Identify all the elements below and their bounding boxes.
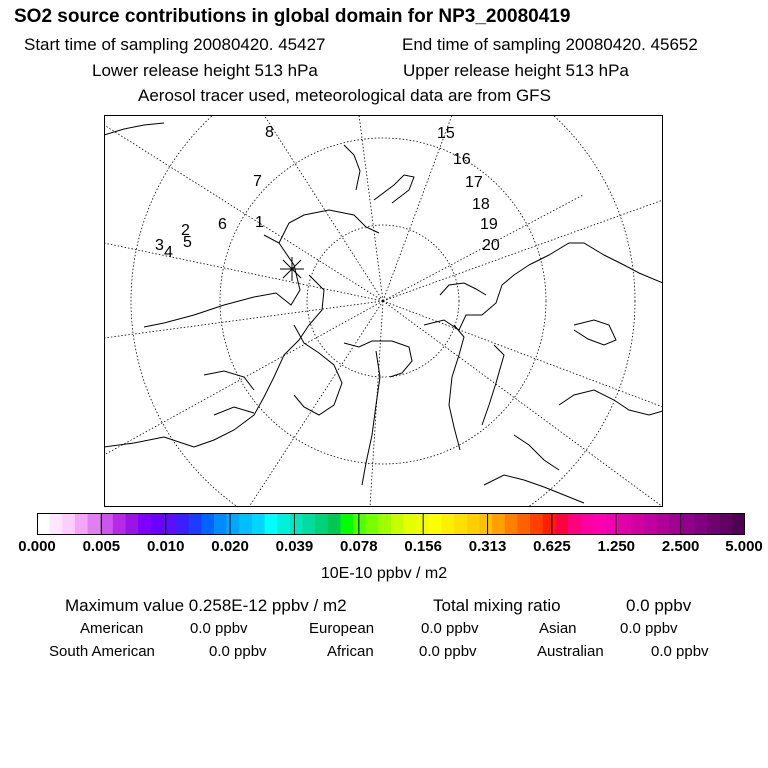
track-label: 2: [181, 222, 190, 239]
region-value: 0.0 ppbv: [419, 643, 477, 660]
colorbar-swatch: [50, 513, 63, 535]
colorbar-swatch: [88, 513, 101, 535]
track-label: 3: [155, 237, 164, 254]
colorbar-tick-label: 1.250: [597, 538, 636, 555]
end-time-label: End time of sampling 20080420. 45652: [402, 35, 698, 54]
colorbar-swatch: [593, 513, 606, 535]
colorbar-tick-label: 0.039: [275, 538, 314, 555]
colorbar-swatch: [467, 513, 480, 535]
region-name: Asian: [539, 620, 577, 637]
colorbar-swatch: [100, 513, 113, 535]
colorbar-swatch: [429, 513, 442, 535]
colorbar-swatch: [265, 513, 278, 535]
colorbar-swatch: [391, 513, 404, 535]
colorbar-swatch: [252, 513, 265, 535]
total-mixing-value: 0.0 ppbv: [626, 596, 692, 615]
coastlines: [104, 123, 663, 503]
asterisk-icon: [280, 257, 304, 281]
colorbar-swatch: [201, 513, 214, 535]
colorbar-tick-label: 0.313: [468, 538, 507, 555]
track-label: 7: [253, 173, 262, 190]
page-title: SO2 source contributions in global domain for NP3_20080419: [14, 6, 571, 27]
graticule: [104, 115, 663, 507]
colorbar-tick-label: 0.625: [533, 538, 571, 555]
start-time-label: Start time of sampling 20080420. 45427: [24, 35, 326, 54]
colorbar-swatch: [328, 513, 341, 535]
colorbar-tick-label: 0.020: [211, 538, 249, 555]
colorbar-swatch: [340, 513, 353, 535]
colorbar-swatch: [543, 513, 556, 535]
region-name: Australian: [537, 643, 604, 660]
colorbar-swatch: [138, 513, 151, 535]
track-label: 8: [265, 124, 274, 141]
colorbar-swatch: [62, 513, 75, 535]
colorbar-tick-label: 0.010: [146, 538, 185, 555]
max-value-label: Maximum value 0.258E-12 ppbv / m2: [65, 596, 347, 615]
colorbar-swatch: [454, 513, 467, 535]
colorbar-svg: [37, 513, 745, 535]
colorbar-swatch: [126, 513, 139, 535]
track-label: 17: [465, 174, 483, 191]
total-mixing-label: Total mixing ratio: [433, 596, 561, 615]
track-label: 18: [472, 196, 490, 213]
lower-height-label: Lower release height 513 hPa: [92, 61, 318, 80]
colorbar-swatch: [378, 513, 391, 535]
colorbar-swatch: [657, 513, 670, 535]
colorbar-swatch: [606, 513, 619, 535]
track-label: 16: [453, 151, 471, 168]
colorbar-swatch: [290, 513, 303, 535]
colorbar-swatch: [619, 513, 632, 535]
track-label: 6: [218, 216, 227, 233]
region-name: South American: [49, 643, 155, 660]
colorbar-swatch: [277, 513, 290, 535]
region-value: 0.0 ppbv: [651, 643, 709, 660]
colorbar-swatch: [404, 513, 417, 535]
colorbar-swatch: [492, 513, 505, 535]
colorbar-swatch: [707, 513, 720, 535]
colorbar: [37, 513, 745, 535]
colorbar-swatch: [353, 513, 366, 535]
colorbar-swatch: [568, 513, 581, 535]
colorbar-swatch: [480, 513, 493, 535]
colorbar-swatch: [214, 513, 227, 535]
region-value: 0.0 ppbv: [190, 620, 248, 637]
colorbar-swatch: [227, 513, 240, 535]
colorbar-tick-label: 0.005: [82, 538, 121, 555]
region-value: 0.0 ppbv: [620, 620, 678, 637]
colorbar-swatch: [189, 513, 202, 535]
colorbar-tick-label: 2.500: [661, 538, 700, 555]
track-label: 20: [482, 237, 500, 254]
upper-height-label: Upper release height 513 hPa: [403, 61, 629, 80]
track-label: 1: [255, 214, 264, 231]
colorbar-swatch: [732, 513, 745, 535]
colorbar-tick-label: 0.000: [18, 538, 56, 555]
colorbar-swatch: [113, 513, 126, 535]
colorbar-swatch: [75, 513, 88, 535]
colorbar-swatch: [694, 513, 707, 535]
colorbar-swatch: [37, 513, 50, 535]
colorbar-swatch: [720, 513, 733, 535]
region-name: African: [327, 643, 374, 660]
colorbar-swatch: [303, 513, 316, 535]
region-value: 0.0 ppbv: [421, 620, 479, 637]
colorbar-swatch: [530, 513, 543, 535]
colorbar-swatch: [505, 513, 518, 535]
colorbar-tick-label: 0.156: [404, 538, 442, 555]
colorbar-swatch: [239, 513, 252, 535]
track-label: 4: [164, 244, 173, 261]
colorbar-swatch: [366, 513, 379, 535]
colorbar-swatch: [442, 513, 455, 535]
colorbar-swatch: [555, 513, 568, 535]
track-label: 5: [183, 234, 192, 251]
region-name: American: [80, 620, 144, 637]
colorbar-tick-label: 0.078: [340, 538, 378, 555]
colorbar-unit: 10E-10 ppbv / m2: [320, 565, 448, 582]
colorbar-swatch: [682, 513, 695, 535]
colorbar-swatch: [644, 513, 657, 535]
colorbar-swatch: [176, 513, 189, 535]
track-label: 19: [480, 216, 498, 233]
colorbar-swatch: [631, 513, 644, 535]
tracer-note: Aerosol tracer used, meteorological data are from GFS: [138, 86, 551, 105]
track-label: 15: [437, 125, 455, 142]
region-value: 0.0 ppbv: [209, 643, 267, 660]
colorbar-tick-label: 5.000: [725, 538, 763, 555]
colorbar-swatch: [151, 513, 164, 535]
polar-map: [104, 115, 663, 507]
colorbar-swatch: [517, 513, 530, 535]
colorbar-swatch: [581, 513, 594, 535]
colorbar-swatch: [315, 513, 328, 535]
region-name: European: [309, 620, 375, 637]
